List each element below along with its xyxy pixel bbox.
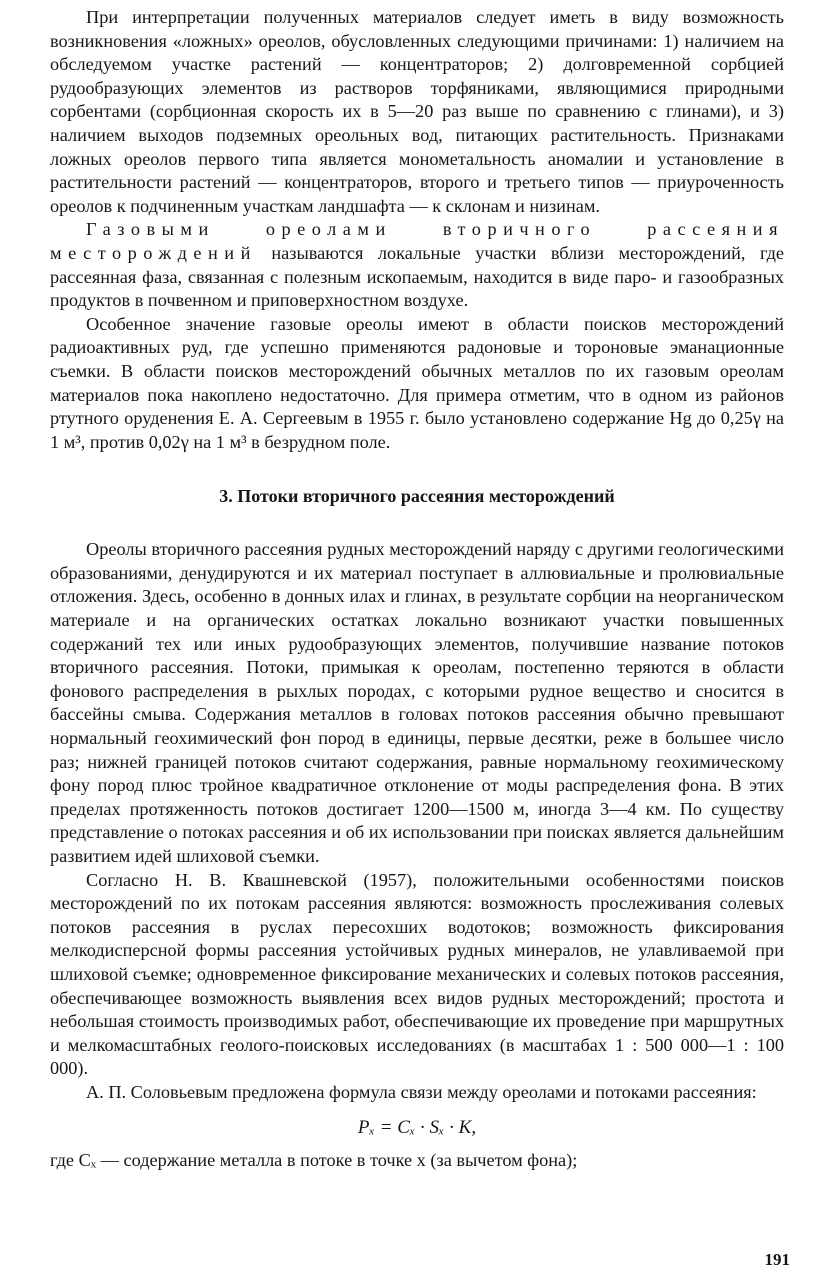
page-number: 191 [764,1250,790,1269]
paragraph-false-halos: При интерпретации полученных материалов следует иметь в виду возможность возникновения «ложных» ореолов, обусловленных следующими причинами: 1) наличием на обследуемом участке растений — концентраторов; 2) долговременной сорбцией рудообразующих элементов из растворов торфяниками, являющимися природными сорбентами (сорбционная скорость их в 5—20 раз выше по сравнению с глинами), и 3) наличием выходов подземных ореольных вод, питающих растительность. Признаками ложных ореолов первого типа является монометальность аномалии и установление в растительности растений — концентраторов, второго и третьего типов — приуроченность ореолов к подчиненным участкам ландшафта — к склонам и низинам. [50,7,784,216]
paragraph-kvashnevskaya: Согласно Н. В. Квашневской (1957), положительными особенностями поисков месторождений по их потокам рассеяния являются: возможность прослеживания солевых потоков рассеяния в руслах пересохших водотоков; возможность фиксирования мелкодисперсной формы рассеяния устойчивых рудных минералов, не улавливаемой при шлиховой съемке; одновременное фиксирование механических и солевых потоков рассеяния, обеспечивающее возможность выявления всех видов рудных месторождений; простота и небольшая стоимость производимых работ, обеспечивающие их проведение при маршрутных и мелкомасштабных геолого-поисковых исследованиях (в масштабах 1 : 500 000—1 : 100 000). [50,869,784,1079]
text-column [50,6,784,1172]
formula: Pₓ = Cₓ · Sₓ · K, [357,1116,477,1138]
paragraph-gas-halos-text: называются локальные участки вблизи месторождений, где рассеянная фаза, связанная с полезным ископаемым, находится в виде паро- и газообразных продуктов в почвенном и приповерхностном воздухе. [50,242,784,311]
paragraph-dispersion-streams: Ореолы вторичного рассеяния рудных месторождений наряду с другими геологическими образованиями, денудируются и их материал поступает в аллювиальные и пролювиальные отложения. Здесь, особенно в донных илах и глинах, в результате сорбции на неорганическом материале и на органических остатках локально возникают участки повышенных содержаний тех или иных рудообразующих элементов, получившие название потоков вторичного рассеяния. Потоки, примыкая к ореолам, постепенно теряются в области фонового распределения в рыхлых породах, с которыми рудное вещество и сносится в бассейны смыва. Содержания металлов в головах потоков рассеяния обычно превышают нормальный геохимический фон пород в единицы, первые десятки, реже в большее число раз; нижней границей потоков считают содержания, равные нормальному геохимическому фону пород плюс тройное квадратичное отклонение от моды распределения фона. В этих пределах протяженность потоков достигает 1200—1500 м, иногда 3—4 км. По существу представление о потоках рассеяния и об их использовании при поисках является дальнейшим развитием идей шлиховой съемки. [50,539,784,866]
paragraph-where: где Cₓ — содержание металла в потоке в точке x (за вычетом фона); [50,1149,578,1170]
paragraph-solovyev: А. П. Соловьевым предложена формула связи между ореолами и потоками рассеяния: [86,1081,757,1102]
paragraph-radioactive: Особенное значение газовые ореолы имеют в области поисков месторождений радиоактивных руд, где успешно применяются радоновые и тороновые эманационные съемки. В области поисков месторождений обычных металлов по их газовым ореолам материалов пока накоплено недостаточно. Для примера отметим, что в одном из районов ртутного оруденения Е. А. Сергеевым в 1955 г. было установлено содержание Hg до 0,25γ на 1 м³, против 0,02γ на 1 м³ в безрудном поле. [50,313,784,452]
spaced-term: Газовыми ореолами вторичного рассеяния месторождений [50,219,784,263]
paragraph-gas-halos [50,218,784,312]
section-heading: 3. Потоки вторичного рассеяния месторождений [219,486,615,507]
